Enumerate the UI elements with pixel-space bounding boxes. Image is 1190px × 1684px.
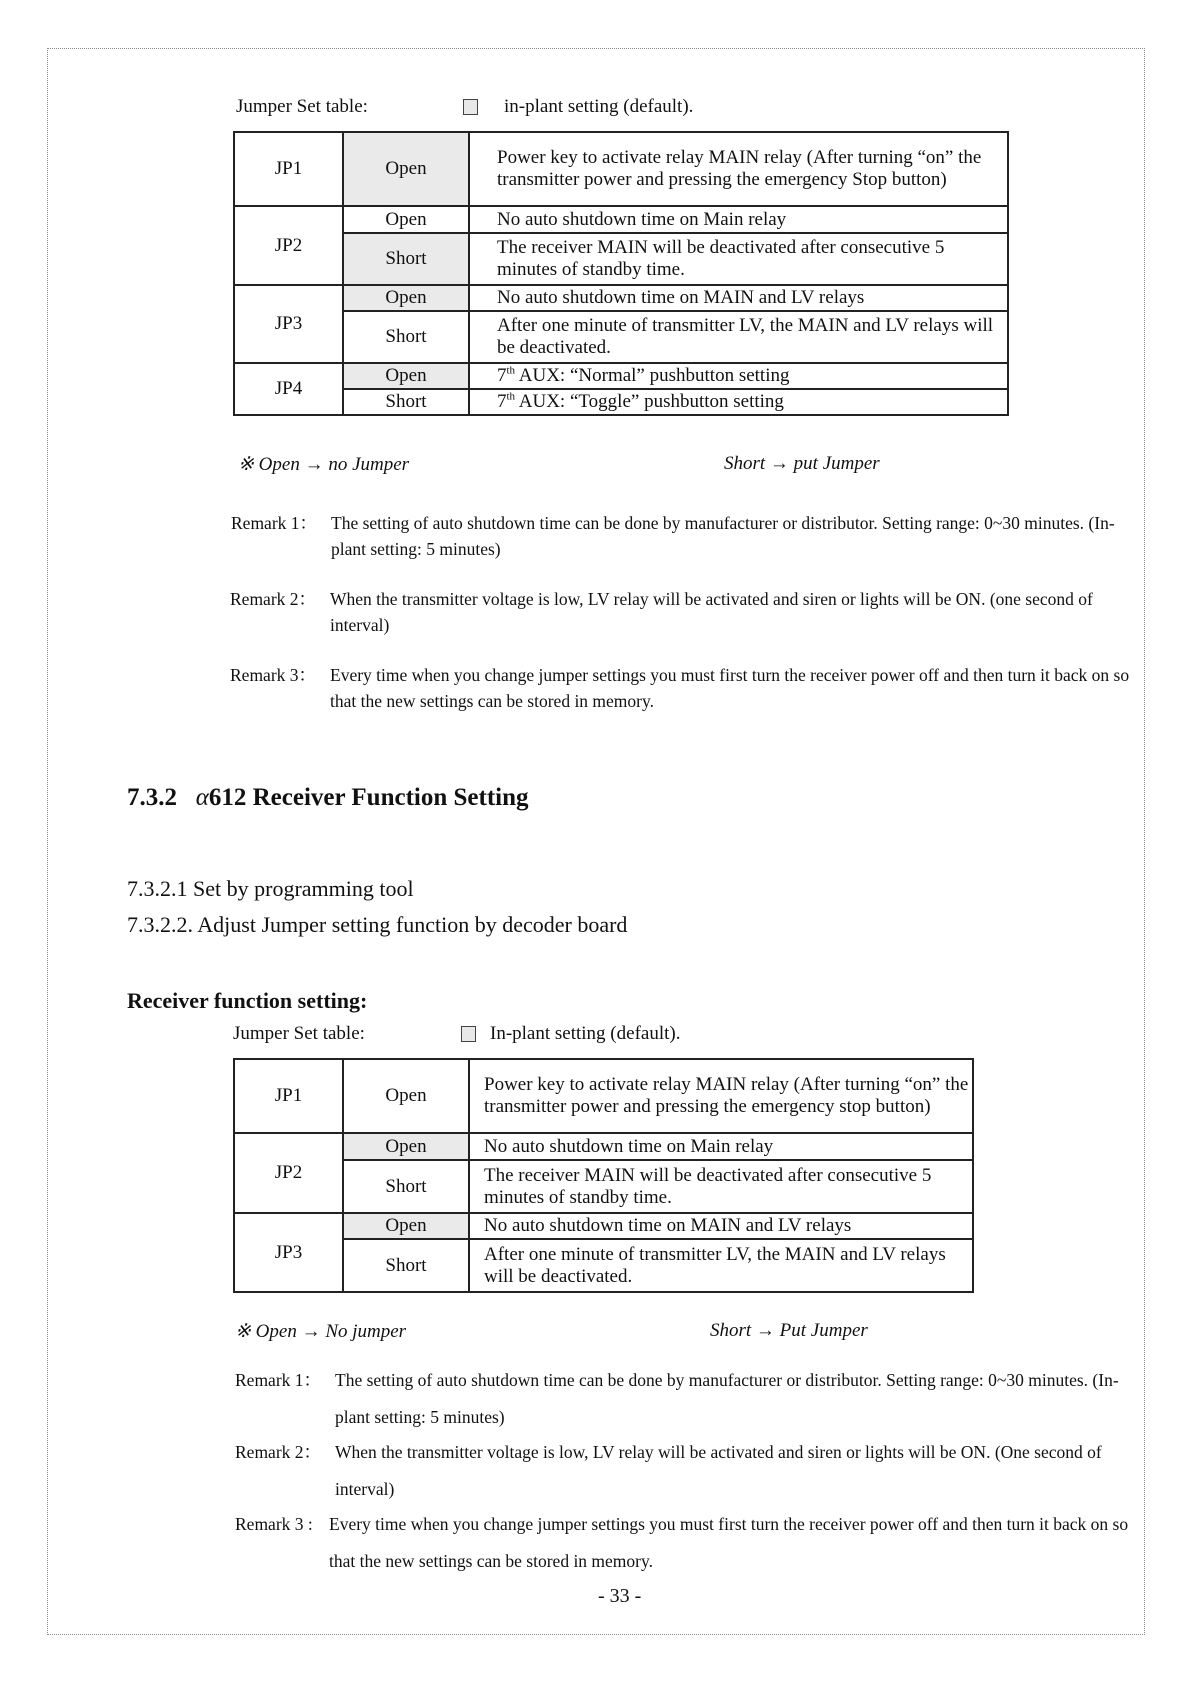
remark-text: Every time when you change jumper settings you must first turn the receiver power off and then turn it back on so that the new settings can be stored in memory.	[329, 1514, 1129, 1571]
jumper-set-label-bottom: Jumper Set table:	[233, 1023, 365, 1044]
legend-open-bottom: ※ Open → No jumper	[235, 1321, 407, 1342]
receiver-function-heading: Receiver function setting:	[127, 988, 368, 1013]
description-cell: After one minute of transmitter LV, the MAIN and LV relays will be deactivated.	[469, 1239, 973, 1292]
page-number: - 33 -	[598, 1585, 642, 1607]
alpha-symbol: α	[195, 784, 209, 811]
description-cell: No auto shutdown time on MAIN and LV relays	[469, 1213, 973, 1239]
table-row	[234, 132, 1008, 206]
remark-2-top	[230, 586, 1142, 638]
section-heading	[127, 784, 529, 812]
table-row	[234, 206, 1008, 233]
remark-text: Every time when you change jumper settings you must first turn the receiver power off and then turn it back on so that the new settings can be stored in memory.	[330, 665, 1130, 711]
aux-number: 7	[497, 365, 507, 386]
description-cell	[469, 389, 1008, 415]
remark-1-top	[231, 510, 1141, 562]
state-cell: Short	[343, 1160, 469, 1213]
subsection-2: 7.3.2.2. Adjust Jumper setting function by decoder board	[127, 912, 628, 937]
jp-cell: JP2	[234, 206, 343, 285]
table-row	[234, 233, 1008, 285]
section-number: 7.3.2	[127, 784, 177, 811]
default-note-bottom: In-plant setting (default).	[490, 1023, 681, 1044]
jp-cell: JP2	[234, 1133, 343, 1213]
aux-ordinal-suffix: th	[506, 364, 516, 377]
jp-cell: JP1	[234, 1059, 343, 1133]
jp-cell: JP1	[234, 132, 343, 206]
jumper-set-label-top: Jumper Set table:	[236, 96, 368, 117]
state-cell: Open	[343, 1213, 469, 1239]
state-cell: Open	[343, 1133, 469, 1160]
default-checkbox-icon-top	[463, 99, 478, 115]
state-cell: Short	[343, 311, 469, 363]
state-cell: Open	[343, 285, 469, 311]
aux-description: AUX: “Normal” pushbutton setting	[515, 365, 790, 386]
aux-number: 7	[497, 391, 507, 412]
remark-2-bottom	[235, 1434, 1145, 1506]
section-title: 612 Receiver Function Setting	[208, 784, 529, 811]
description-cell: No auto shutdown time on MAIN and LV relays	[469, 285, 1008, 311]
table-row	[234, 285, 1008, 311]
default-checkbox-icon-bottom	[461, 1026, 476, 1042]
subsection-1: 7.3.2.1 Set by programming tool	[127, 876, 414, 901]
legend-short-bottom: Short → Put Jumper	[710, 1320, 868, 1341]
aux-description: AUX: “Toggle” pushbutton setting	[515, 391, 784, 412]
state-cell: Short	[343, 389, 469, 415]
legend-open-top: ※ Open → no Jumper	[238, 454, 410, 475]
state-cell: Open	[343, 363, 469, 389]
state-cell: Short	[343, 233, 469, 285]
description-cell: Power key to activate relay MAIN relay (After turning “on” the transmitter power and pressing the emergency Stop button)	[469, 132, 1008, 206]
state-cell: Open	[343, 132, 469, 206]
jumper-table-bottom	[233, 1058, 974, 1293]
remark-text: The setting of auto shutdown time can be done by manufacturer or distributor. Setting range: 0~30 minutes. (In-plant setting: 5 minutes)	[335, 1370, 1119, 1427]
table-row	[234, 389, 1008, 415]
aux-ordinal-suffix: th	[506, 390, 516, 403]
remark-label: Remark 3 :	[235, 1514, 313, 1534]
jumper-table-top	[233, 131, 1009, 416]
table-row	[234, 1213, 973, 1239]
table-row	[234, 311, 1008, 363]
remark-label: Remark 1：	[235, 1370, 322, 1390]
remark-1-bottom	[235, 1362, 1145, 1434]
table-row	[234, 1160, 973, 1213]
description-cell: No auto shutdown time on Main relay	[469, 1133, 973, 1160]
remark-text: When the transmitter voltage is low, LV relay will be activated and siren or lights will be ON. (One second of interval)	[335, 1442, 1102, 1499]
table-row	[234, 1133, 973, 1160]
description-cell: After one minute of transmitter LV, the MAIN and LV relays will be deactivated.	[469, 311, 1008, 363]
remark-3-bottom	[235, 1506, 1145, 1578]
remark-text: When the transmitter voltage is low, LV relay will be activated and siren or lights will be ON. (one second of interval)	[330, 589, 1093, 635]
table-row	[234, 1239, 973, 1292]
remark-3-top	[230, 662, 1144, 714]
description-cell: The receiver MAIN will be deactivated after consecutive 5 minutes of standby time.	[469, 1160, 973, 1213]
state-cell: Short	[343, 1239, 469, 1292]
table-row	[234, 1059, 973, 1133]
description-cell	[469, 363, 1008, 389]
jp-cell: JP4	[234, 363, 343, 415]
remark-label: Remark 3：	[230, 665, 317, 685]
jp-cell: JP3	[234, 285, 343, 363]
remark-text: The setting of auto shutdown time can be done by manufacturer or distributor. Setting range: 0~30 minutes. (In-plant setting: 5 minutes)	[331, 513, 1115, 559]
remark-label: Remark 2：	[235, 1442, 322, 1462]
remark-label: Remark 1：	[231, 513, 318, 533]
description-cell: Power key to activate relay MAIN relay (After turning “on” the transmitter power and pressing the emergency stop button)	[469, 1059, 973, 1133]
state-cell: Open	[343, 206, 469, 233]
table-row	[234, 363, 1008, 389]
legend-short-top: Short → put Jumper	[724, 453, 880, 474]
remark-label: Remark 2：	[230, 589, 317, 609]
state-cell: Open	[343, 1059, 469, 1133]
description-cell: No auto shutdown time on Main relay	[469, 206, 1008, 233]
default-note-top: in-plant setting (default).	[504, 96, 694, 117]
jp-cell: JP3	[234, 1213, 343, 1292]
description-cell: The receiver MAIN will be deactivated after consecutive 5 minutes of standby time.	[469, 233, 1008, 285]
